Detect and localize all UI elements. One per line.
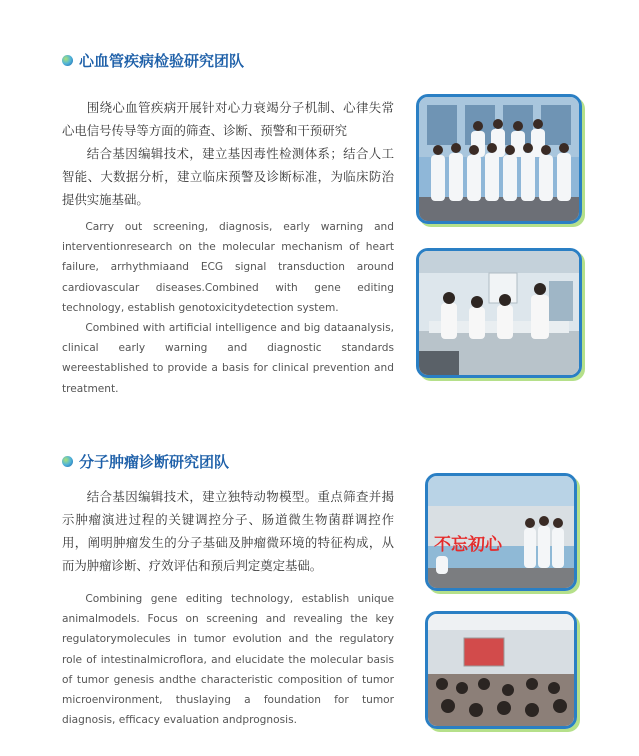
bullet-dot-icon <box>62 456 73 467</box>
team-photo-tumor <box>425 473 577 591</box>
red-sign-text: 不忘初心 <box>434 535 502 555</box>
team-photo-tumor-image <box>428 476 574 588</box>
cn-paragraph: 结合基因编辑技术，建立独特动物模型。重点筛查并揭示肿瘤演进过程的关键调控分子、肠道微生物菌群调控作用，阐明肿瘤发生的分子基础及肿瘤微环境的特征构成，从而为肿瘤诊断、疗效评估和预后判定奠定基础。 <box>62 489 394 573</box>
en-text-block <box>62 589 394 730</box>
lab-photo-image <box>419 251 579 375</box>
meeting-photo <box>425 611 577 729</box>
section-title-cardiovascular <box>62 50 244 71</box>
en-paragraph: Combined with artificial intelligence and big dataanalysis, clinical early warning and diagnostic standards wereestablished to provide a basis for clinical prevention and treatment. <box>62 322 394 395</box>
section-title-tumor <box>62 451 229 472</box>
bullet-dot-icon <box>62 55 73 66</box>
section-title-text: 分子肿瘤诊断研究团队 <box>79 453 230 471</box>
team-photo-image <box>419 97 579 221</box>
cn-paragraph: 围绕心血管疾病开展针对心力衰竭分子机制、心律失常心电信号传导等方面的筛查、诊断、预警和干预研究 <box>62 100 394 138</box>
cn-text-block <box>62 96 394 211</box>
cn-paragraph: 结合基因编辑技术，建立基因毒性检测体系；结合人工智能、大数据分析，建立临床预警及诊断标准，为临床防治提供实施基础。 <box>62 146 394 207</box>
team-photo-group <box>416 94 582 224</box>
section-title-text: 心血管疾病检验研究团队 <box>79 52 245 70</box>
lab-photo <box>416 248 582 378</box>
en-text-block <box>62 217 394 399</box>
en-paragraph: Carry out screening, diagnosis, early warning and interventionresearch on the molecular mechanism of heart failure, arrhythmiaand ECG signal transduction around cardiovascular diseases.Combined with gene editing technology, establish genotoxicitydetection system. <box>62 221 394 314</box>
en-paragraph: Combining gene editing technology, establish unique animalmodels. Focus on screening and revealing the key regulatorymolecules in tumor evolution and the regulatory role of intestinalmicroflora, and elucidate the molecular basis of tumor genesis andthe characteristic composition of tumor microenvironment, thuslaying a foundation for tumor diagnosis, efficacy evaluation andprognosis. <box>62 593 394 727</box>
meeting-photo-image <box>428 614 574 726</box>
cn-text-block <box>62 485 394 577</box>
